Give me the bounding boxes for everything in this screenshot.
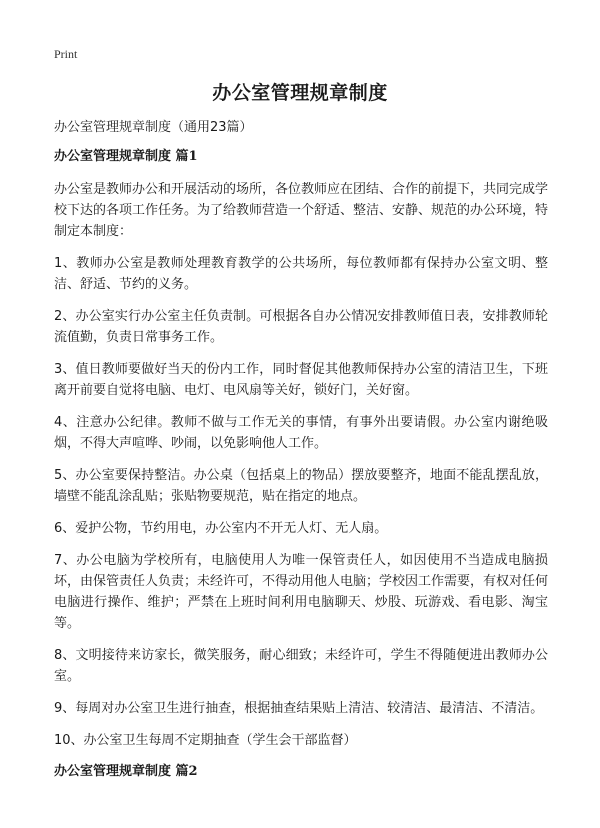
paragraph-rule-7: 7、办公电脑为学校所有，电脑使用人为唯一保管责任人，如因使用不当造成电脑损坏，由保管责任人负责；未经许可，不得动用他人电脑；学校因工作需要，有权对任何电脑进行操作、维护；严禁在上班时间利用电脑聊天、炒股、玩游戏、看电影、淘宝等。	[54, 553, 549, 631]
section-heading-1: 办公室管理规章制度 篇1	[54, 149, 198, 164]
paragraph-rule-6: 6、爱护公物，节约用电，办公室内不开无人灯、无人扇。	[54, 521, 388, 536]
print-label: Print	[54, 47, 78, 61]
paragraph-intro: 办公室是教师办公和开展活动的场所，各位教师应在团结、合作的前提下，共同完成学校下达的各项工作任务。为了给教师营造一个舒适、整洁、安静、规范的办公环境，特制定本制度：	[54, 182, 549, 239]
paragraph-rule-8: 8、文明接待来访家长，微笑服务，耐心细致；未经许可，学生不得随便进出教师办公室。	[54, 648, 548, 684]
paragraph-rule-10: 10、办公室卫生每周不定期抽查（学生会干部监督）	[54, 733, 357, 748]
paragraph-rule-3: 3、值日教师要做好当天的份内工作，同时督促其他教师保持办公室的清洁卫生，下班离开前要自觉将电脑、电灯、电风扇等关好，锁好门，关好窗。	[54, 362, 548, 398]
document-title: 办公室管理规章制度	[212, 82, 388, 104]
paragraph-rule-2: 2、办公室实行办公室主任负责制。可根据各自办公情况安排教师值日表，安排教师轮流值勤，负责日常事务工作。	[54, 309, 548, 345]
paragraph-rule-1: 1、教师办公室是教师处理教育教学的公共场所，每位教师都有保持办公室文明、整洁、舒适、节约的义务。	[54, 256, 548, 292]
paragraph-rule-5: 5、办公室要保持整洁。办公桌（包括桌上的物品）摆放要整齐，地面不能乱摆乱放，墙壁不能乱涂乱贴；张贴物要规范，贴在指定的地点。	[54, 468, 548, 504]
paragraph-rule-9: 9、每周对办公室卫生进行抽查，根据抽查结果贴上清洁、较清洁、最清洁、不清洁。	[54, 701, 544, 716]
section-heading-2: 办公室管理规章制度 篇2	[54, 764, 198, 779]
document-subtitle: 办公室管理规章制度（通用23篇）	[54, 120, 253, 135]
paragraph-rule-4: 4、注意办公纪律。教师不做与工作无关的事情，有事外出要请假。办公室内谢绝吸烟，不得大声喧哗、吵闹，以免影响他人工作。	[54, 415, 548, 451]
document-body	[54, 118, 548, 794]
